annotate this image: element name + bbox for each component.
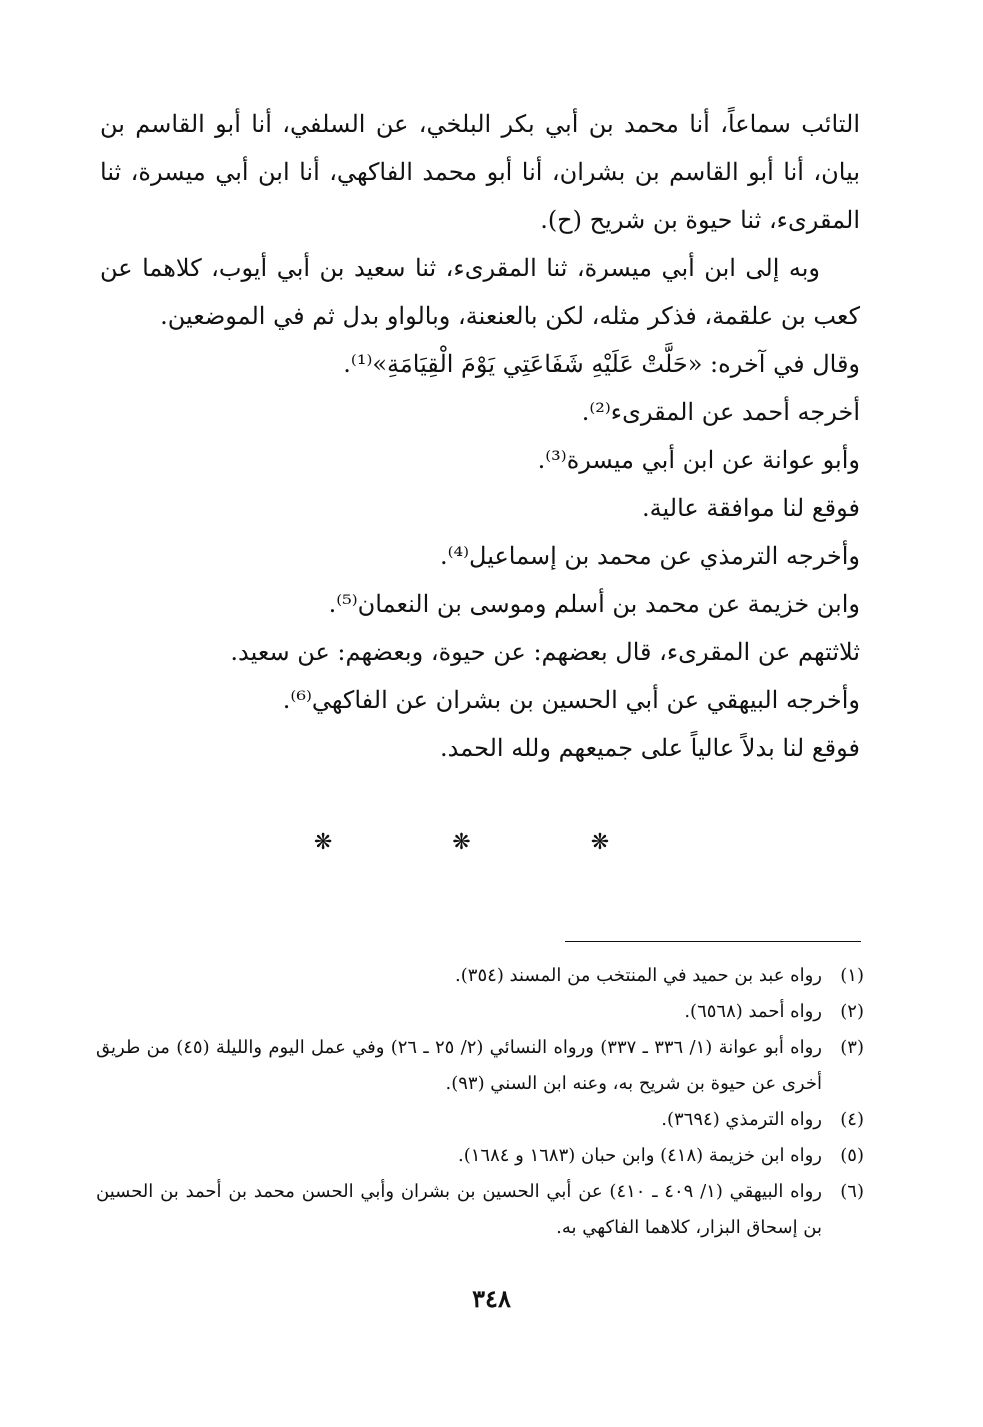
footnote-number: (١) xyxy=(840,965,864,986)
footnote-text: رواه ابن خزيمة (٤١٨) وابن حبان (١٦٨٣ و ١٦٨٤). xyxy=(458,1145,822,1166)
asterism-icon: ❋ xyxy=(452,830,531,855)
footnote-text: رواه أبو عوانة (١/ ٣٣٦ ـ ٣٣٧) ورواه النسائي (٢/ ٢٥ ـ ٢٦) وفي عمل اليوم والليلة (٤٥) من طريق أخرى عن حيوة بن شريح به، وعنه ابن السني (٩٣). xyxy=(96,1037,822,1094)
footnote-text: رواه الترمذي (٣٦٩٤). xyxy=(661,1109,822,1130)
text-line: وأخرجه البيهقي عن أبي الحسين بن بشران عن الفاكهي⁽⁶⁾. xyxy=(282,686,860,714)
footnote xyxy=(96,1138,864,1174)
paragraph-isnad-2: وبه إلى ابن أبي ميسرة، ثنا المقرىء، ثنا سعيد بن أبي أيوب، كلاهما عن كعب بن علقمة، فذكر مثله، لكن بالعنعنة، وبالواو بدل ثم في الموضعين. xyxy=(100,254,860,330)
text-line: فوقع لنا موافقة عالية. xyxy=(642,494,860,522)
footnote xyxy=(96,958,864,994)
text-line: وأبو عوانة عن ابن أبي ميسرة⁽³⁾. xyxy=(537,446,860,474)
text-line: ثلاثتهم عن المقرىء، قال بعضهم: عن حيوة، وبعضهم: عن سعيد. xyxy=(230,638,860,666)
footnote-text: رواه عبد بن حميد في المنتخب من المسند (٣٥٤). xyxy=(455,965,822,986)
text-line: وابن خزيمة عن محمد بن أسلم وموسى بن النعمان⁽⁵⁾. xyxy=(328,590,860,618)
footnote xyxy=(96,1102,864,1138)
footnote-number: (٢) xyxy=(840,1001,864,1022)
section-separator xyxy=(0,830,983,855)
footnote-number: (٦) xyxy=(840,1181,864,1202)
footnote-divider xyxy=(565,941,861,942)
paragraph-isnad-1: التائب سماعاً، أنا محمد بن أبي بكر البلخي، عن السلفي، أنا أبو القاسم بن بيان، أنا أبو القاسم بن بشران، أنا أبو محمد الفاكهي، أنا ابن أبي ميسرة، ثنا المقرىء، ثنا حيوة بن شريح (ح). xyxy=(100,110,860,234)
footnotes xyxy=(96,958,864,1246)
text-line: أخرجه أحمد عن المقرىء⁽²⁾. xyxy=(581,398,860,426)
asterism-icon: ❋ xyxy=(313,830,393,855)
text-line: فوقع لنا بدلاً عالياً على جميعهم ولله الحمد. xyxy=(440,734,860,762)
footnote-number: (٥) xyxy=(840,1145,864,1166)
footnote-number: (٣) xyxy=(840,1037,864,1058)
main-text xyxy=(100,100,860,772)
footnote xyxy=(96,994,864,1030)
footnote xyxy=(96,1030,864,1102)
asterism-icon: ❋ xyxy=(590,830,670,855)
page-number: ٣٤٨ xyxy=(472,1284,511,1313)
footnote-text: رواه البيهقي (١/ ٤٠٩ ـ ٤١٠) عن أبي الحسين بن بشران وأبي الحسن محمد بن أحمد بن الحسين بن إسحاق البزار، كلاهما الفاكهي به. xyxy=(96,1181,822,1238)
footnote-number: (٤) xyxy=(840,1109,864,1130)
footnote xyxy=(96,1174,864,1246)
text-line: وأخرجه الترمذي عن محمد بن إسماعيل⁽⁴⁾. xyxy=(440,542,860,570)
footnote-text: رواه أحمد (٦٥٦٨). xyxy=(684,1001,822,1022)
text-line: وقال في آخره: «حَلَّتْ عَلَيْهِ شَفَاعَتِي يَوْمَ الْقِيَامَةِ»⁽¹⁾. xyxy=(343,350,860,378)
